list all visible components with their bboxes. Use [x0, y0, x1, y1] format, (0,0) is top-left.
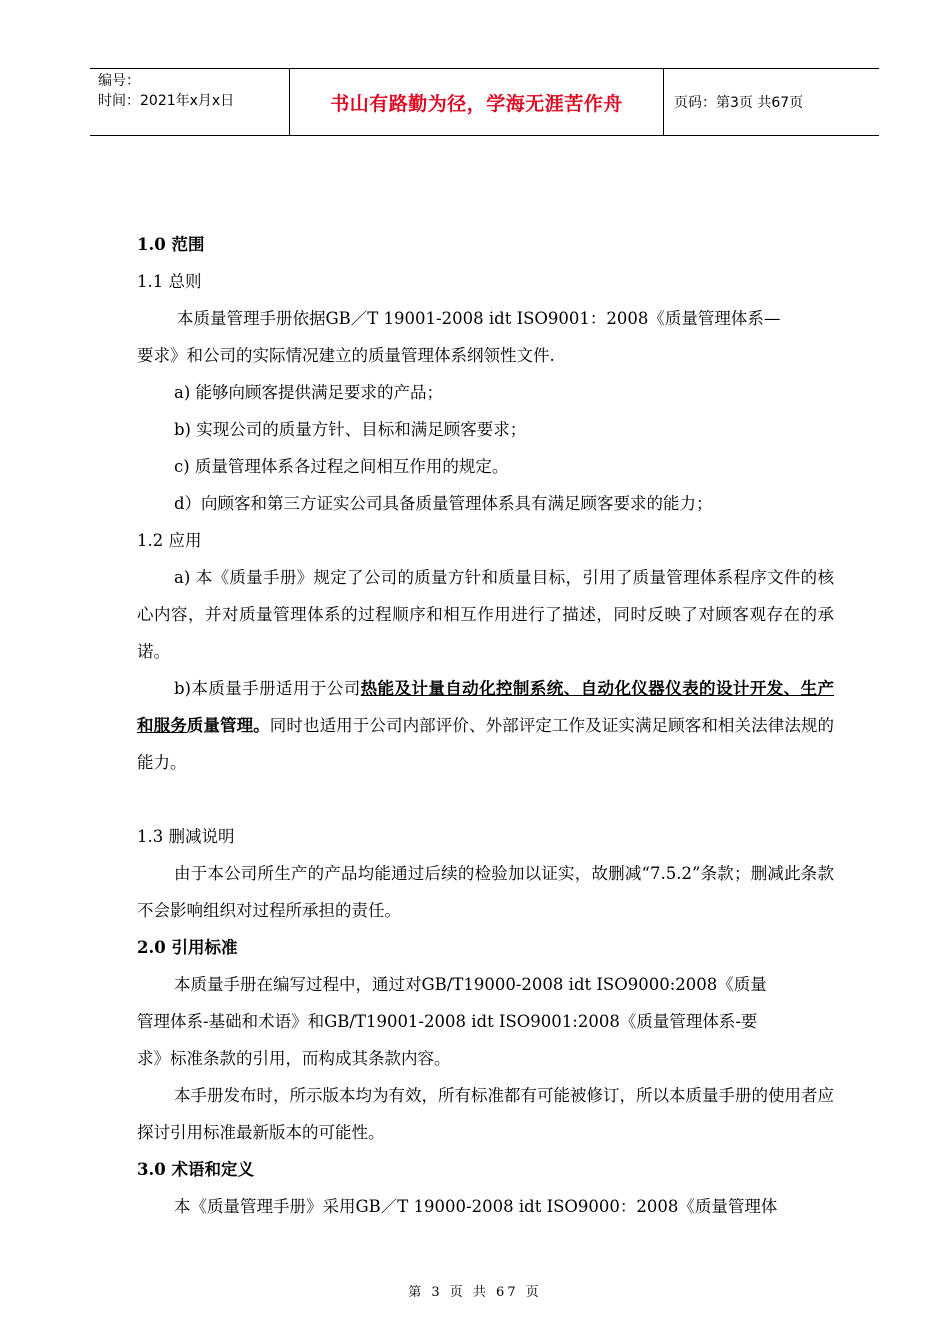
header-info-cell: [90, 69, 290, 135]
spacer: [137, 781, 834, 818]
document-number-label: 编号：: [98, 73, 140, 89]
section-2-para1-line3: 求》标准条款的引用，而构成其条款内容。: [137, 1049, 451, 1068]
para-b-suffix: 同时也适用于公司内部评价、外部评定工作及证实满足顾客和相关法律法规的能力。: [137, 716, 835, 772]
section-1-2-para-b: [137, 670, 834, 781]
section-1-2-title: 1.2 应用: [137, 531, 202, 550]
section-1-1-title: 1.1 总则: [137, 272, 202, 291]
section-3-para1-line1: 本《质量管理手册》采用GB／T 19000-2008 idt ISO9000：2008《质量管理体: [174, 1197, 778, 1216]
section-1-title: 1.0 范围: [137, 235, 205, 254]
section-1-3-title: 1.3 删减说明: [137, 827, 235, 846]
para-b-prefix: b)本质量手册适用于公司: [174, 679, 361, 698]
document-header: [90, 68, 879, 136]
section-2-title: 2.0 引用标准: [137, 938, 238, 957]
section-1-1-para-line1: 本质量管理手册依据GB／T 19001-2008 idt ISO9001：2008《质量管理体系—: [177, 309, 781, 328]
list-item-b: b) 实现公司的质量方针、目标和满足顾客要求；: [174, 420, 527, 439]
section-2-para2: 本手册发布时，所示版本均为有效，所有标准都有可能被修订，所以本质量手册的使用者应探讨引用标准最新版本的可能性。: [137, 1086, 834, 1142]
section-1-1-para-line2: 要求》和公司的实际情况建立的质量管理体系纲领性文件.: [137, 346, 555, 365]
document-body: [137, 226, 834, 1225]
header-motto: 书山有路勤为径，学海无涯苦作舟: [290, 69, 664, 135]
list-item-a: a) 能够向顾客提供满足要求的产品；: [174, 383, 444, 402]
para-b-underlined-scope: 热能及计量自动化控制系统、自动化仪器仪表的设计开发、生产和服务: [137, 679, 835, 735]
page-footer: 第 3 页 共 67 页: [408, 1285, 542, 1300]
section-1-3-para: 由于本公司所生产的产品均能通过后续的检验加以证实，故删减“7.5.2”条款；删减此条款不会影响组织对过程所承担的责任。: [137, 864, 834, 920]
section-2-para1-line2: 管理体系-基础和术语》和GB/T19001-2008 idt ISO9001:2008《质量管理体系-要: [137, 1012, 758, 1031]
section-1-2-para-a: a) 本《质量手册》规定了公司的质量方针和质量目标，引用了质量管理体系程序文件的核心内容，并对质量管理体系的过程顺序和相互作用进行了描述，同时反映了对顾客观存在的承诺。: [137, 568, 834, 661]
header-page-code: 页码：第3页 共67页: [674, 95, 804, 111]
para-b-bold-text: 质量管理。: [186, 716, 270, 735]
section-3-title: 3.0 术语和定义: [137, 1160, 254, 1179]
document-time-label: 时间：2021年x月x日: [98, 93, 235, 109]
list-item-c: c) 质量管理体系各过程之间相互作用的规定。: [174, 457, 509, 476]
section-2-para1-line1: 本质量手册在编写过程中，通过对GB/T19000-2008 idt ISO9000:2008《质量: [174, 975, 767, 994]
list-item-d: d）向顾客和第三方证实公司具备质量管理体系具有满足顾客要求的能力；: [174, 494, 713, 513]
